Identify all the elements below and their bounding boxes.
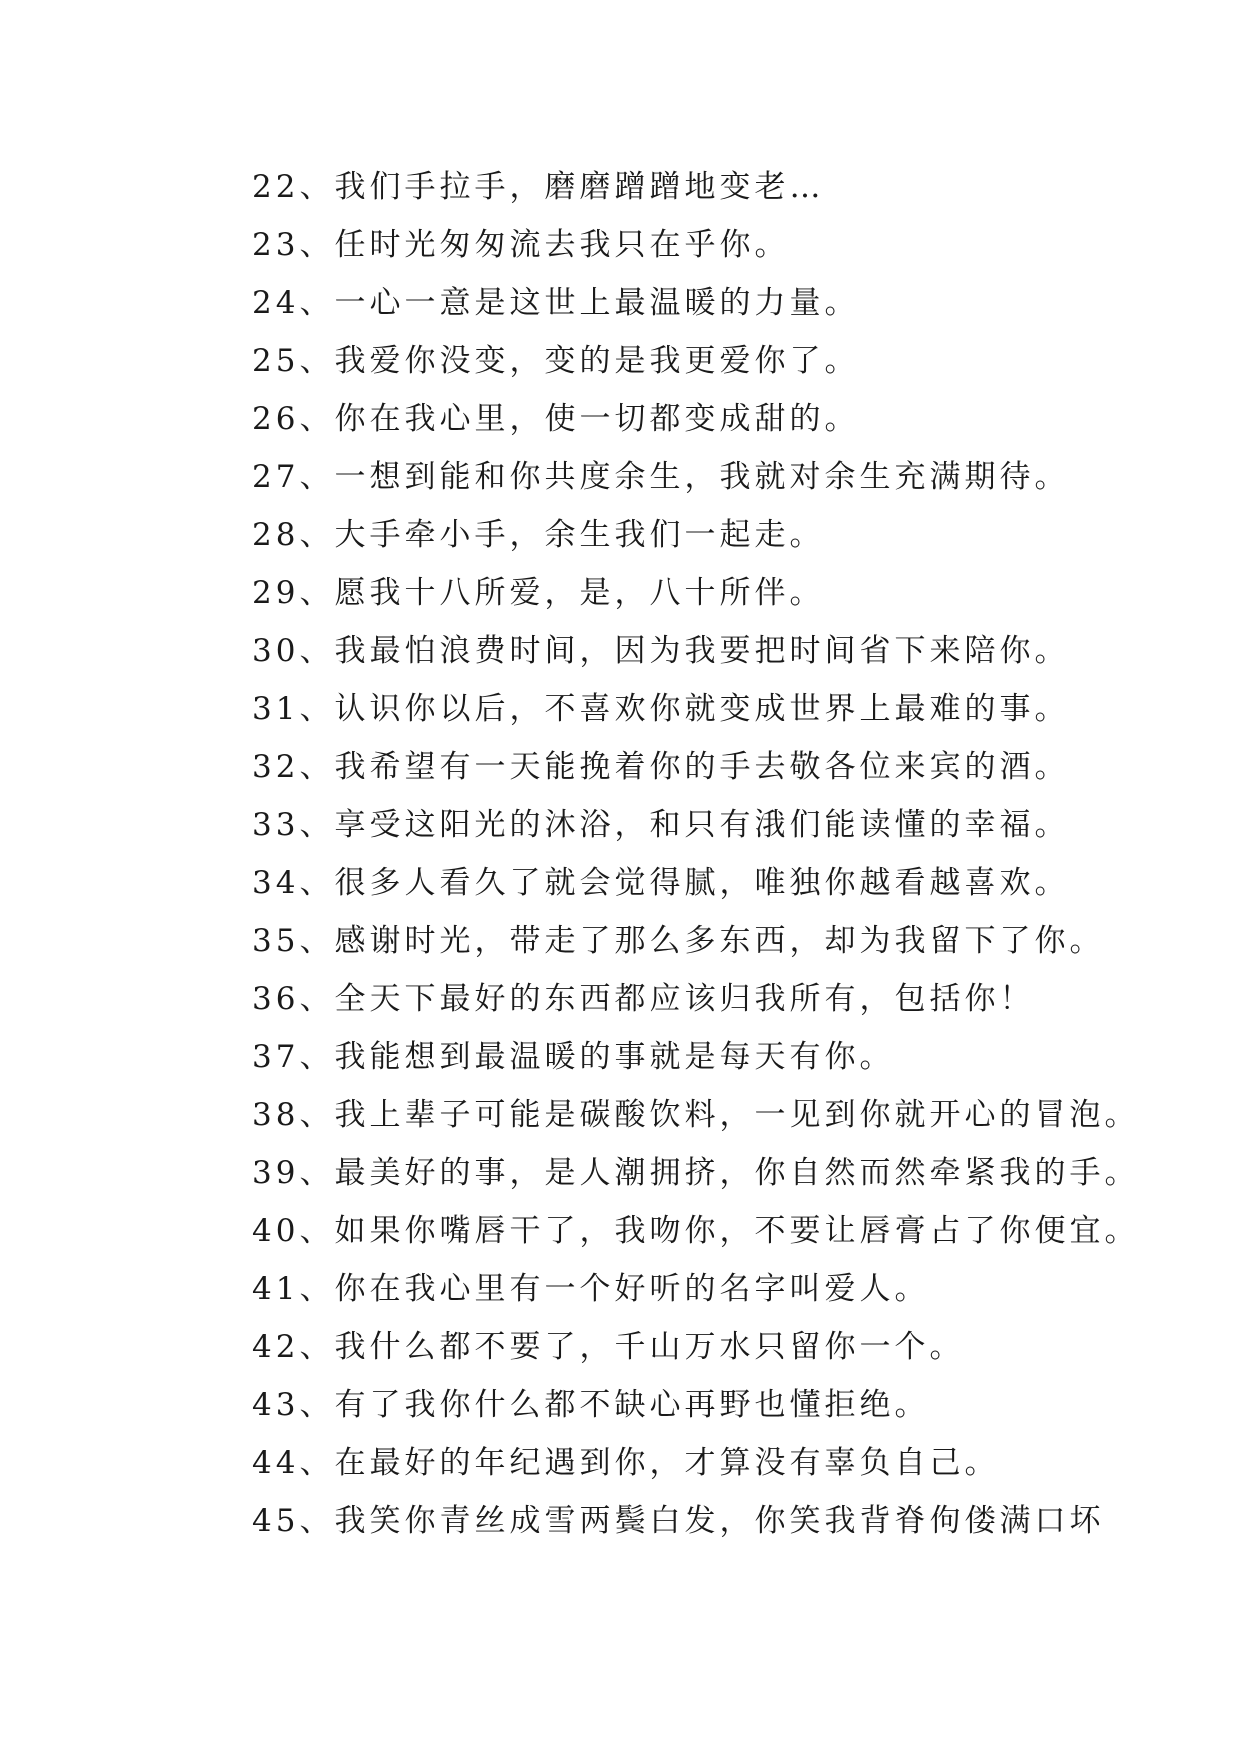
text-line: 29、愿我十八所爱，是，八十所伴。 [252,575,825,611]
text-line: 40、如果你嘴唇干了，我吻你，不要让唇膏占了你便宜。 [252,1213,1140,1249]
text-line: 38、我上辈子可能是碳酸饮料，一见到你就开心的冒泡。 [252,1097,1140,1133]
text-line: 35、感谢时光，带走了那么多东西，却为我留下了你。 [252,923,1105,959]
text-line: 23、任时光匆匆流去我只在乎你。 [252,227,790,263]
text-line: 31、认识你以后，不喜欢你就变成世界上最难的事。 [252,691,1070,727]
text-line: 34、很多人看久了就会觉得腻，唯独你越看越喜欢。 [252,865,1070,901]
text-line: 33、享受这阳光的沐浴，和只有涐们能读懂的幸福。 [252,807,1070,843]
text-line: 24、一心一意是这世上最温暖的力量。 [252,285,860,321]
text-line: 26、你在我心里，使一切都变成甜的。 [252,401,860,437]
text-line: 25、我爱你没变，变的是我更爱你了。 [252,343,860,379]
text-line: 32、我希望有一天能挽着你的手去敬各位来宾的酒。 [252,749,1070,785]
text-line: 41、你在我心里有一个好听的名字叫爱人。 [252,1271,930,1307]
text-line: 30、我最怕浪费时间，因为我要把时间省下来陪你。 [252,633,1070,669]
text-line: 37、我能想到最温暖的事就是每天有你。 [252,1039,895,1075]
text-lines [252,158,1152,1550]
text-line: 44、在最好的年纪遇到你，才算没有辜负自己。 [252,1445,1000,1481]
text-line: 28、大手牵小手，余生我们一起走。 [252,517,825,553]
text-line: 39、最美好的事，是人潮拥挤，你自然而然牵紧我的手。 [252,1155,1140,1191]
text-line: 36、全天下最好的东西都应该归我所有，包括你！ [252,981,1035,1017]
text-line: 42、我什么都不要了，千山万水只留你一个。 [252,1329,965,1365]
text-line: 27、一想到能和你共度余生，我就对余生充满期待。 [252,459,1070,495]
text-line: 45、我笑你青丝成雪两鬓白发，你笑我背脊佝偻满口坏 [252,1503,1105,1539]
text-line: 22、我们手拉手，磨磨蹭蹭地变老… [252,169,825,205]
text-line: 43、有了我你什么都不缺心再野也懂拒绝。 [252,1387,930,1423]
